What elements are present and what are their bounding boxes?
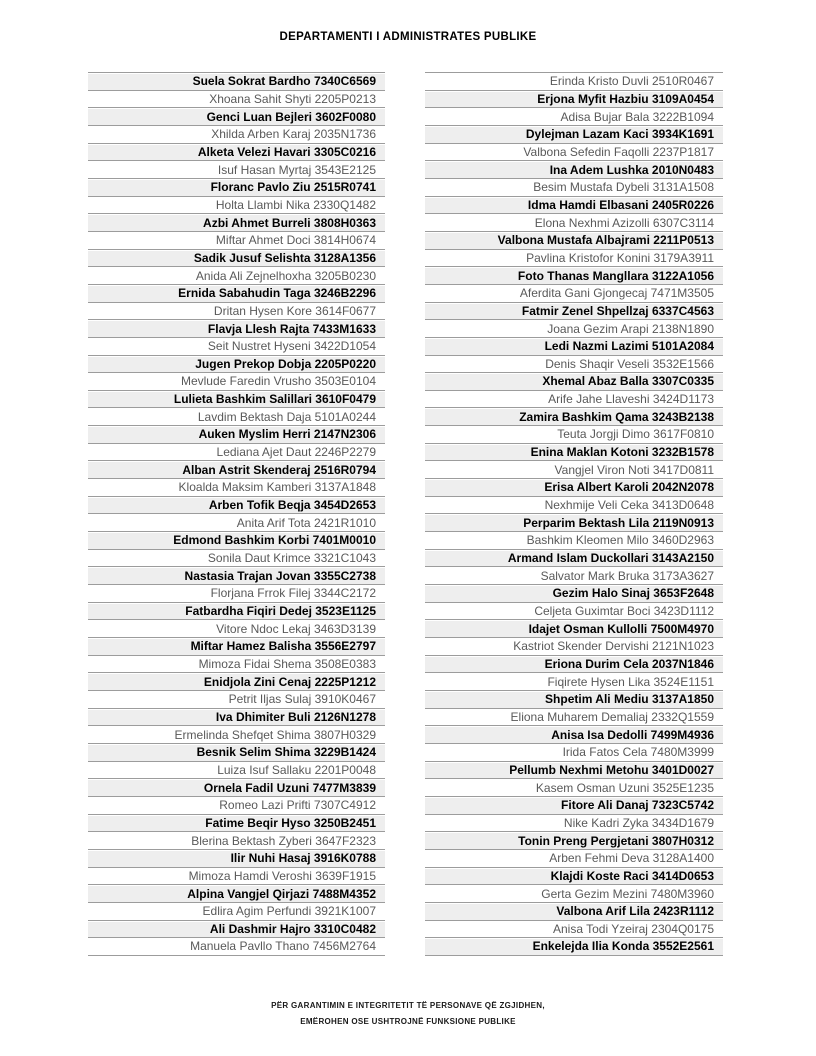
list-item: Enidjola Zini Cenaj 2225P1212: [88, 672, 385, 690]
list-item: Romeo Lazi Prifti 7307C4912: [88, 796, 385, 814]
name-list-right: [425, 72, 723, 956]
list-item: Fatbardha Fiqiri Dedej 3523E1125: [88, 602, 385, 620]
footer-note: [0, 998, 816, 1030]
list-item: Enkelejda Ilia Konda 3552E2561: [425, 937, 723, 955]
list-item: Flavja Llesh Rajta 7433M1633: [88, 319, 385, 337]
list-item: Ermelinda Shefqet Shima 3807H0329: [88, 725, 385, 743]
list-item: Dritan Hysen Kore 3614F0677: [88, 302, 385, 320]
list-item: Tonin Preng Pergjetani 3807H0312: [425, 831, 723, 849]
list-item: Miftar Ahmet Doci 3814H0674: [88, 231, 385, 249]
list-item: Nexhmije Veli Ceka 3413D0648: [425, 496, 723, 514]
list-item: Celjeta Guximtar Boci 3423D1112: [425, 602, 723, 620]
list-item: Vitore Ndoc Lekaj 3463D3139: [88, 619, 385, 637]
name-list-left: [88, 72, 385, 956]
list-item: Eriona Durim Cela 2037N1846: [425, 655, 723, 673]
list-item: Erjona Myfit Hazbiu 3109A0454: [425, 90, 723, 108]
list-item: Jugen Prekop Dobja 2205P0220: [88, 355, 385, 373]
list-item: Holta Llambi Nika 2330Q1482: [88, 196, 385, 214]
list-item: Xhemal Abaz Balla 3307C0335: [425, 372, 723, 390]
list-item: Ina Adem Lushka 2010N0483: [425, 160, 723, 178]
list-item: Alban Astrit Skenderaj 2516R0794: [88, 460, 385, 478]
list-item: Valbona Mustafa Albajrami 2211P0513: [425, 231, 723, 249]
list-item: Dylejman Lazam Kaci 3934K1691: [425, 125, 723, 143]
list-item: Nike Kadri Zyka 3434D1679: [425, 814, 723, 832]
list-item: Ernida Sabahudin Taga 3246B2296: [88, 284, 385, 302]
list-item: Xhoana Sahit Shyti 2205P0213: [88, 90, 385, 108]
list-item: Shpetim Ali Mediu 3137A1850: [425, 690, 723, 708]
list-item: Mimoza Hamdi Veroshi 3639F1915: [88, 867, 385, 885]
list-item: Iva Dhimiter Buli 2126N1278: [88, 708, 385, 726]
list-item: Fatmir Zenel Shpellzaj 6337C4563: [425, 302, 723, 320]
list-item: Erinda Kristo Duvli 2510R0467: [425, 72, 723, 90]
list-item: Elona Nexhmi Azizolli 6307C3114: [425, 213, 723, 231]
list-item: Anida Ali Zejnelhoxha 3205B0230: [88, 266, 385, 284]
list-item: Irida Fatos Cela 7480M3999: [425, 743, 723, 761]
page-title: DEPARTAMENTI I ADMINISTRATES PUBLIKE: [279, 31, 537, 43]
list-item: Ali Dashmir Hajro 3310C0482: [88, 920, 385, 938]
list-item: Fitore Ali Danaj 7323C5742: [425, 796, 723, 814]
list-item: Aferdita Gani Gjongecaj 7471M3505: [425, 284, 723, 302]
list-item: Bashkim Kleomen Milo 3460D2963: [425, 531, 723, 549]
list-item: Petrit Iljas Sulaj 3910K0467: [88, 690, 385, 708]
list-item: Anisa Isa Dedolli 7499M4936: [425, 725, 723, 743]
list-item: Kasem Osman Uzuni 3525E1235: [425, 778, 723, 796]
list-item: Armand Islam Duckollari 3143A2150: [425, 549, 723, 567]
list-item: Edmond Bashkim Korbi 7401M0010: [88, 531, 385, 549]
list-item: Erisa Albert Karoli 2042N2078: [425, 478, 723, 496]
list-item: Enina Maklan Kotoni 3232B1578: [425, 443, 723, 461]
list-item: Perparim Bektash Lila 2119N0913: [425, 513, 723, 531]
list-item: Joana Gezim Arapi 2138N1890: [425, 319, 723, 337]
list-item: Besim Mustafa Dybeli 3131A1508: [425, 178, 723, 196]
list-item: Floranc Pavlo Ziu 2515R0741: [88, 178, 385, 196]
list-item: Idajet Osman Kullolli 7500M4970: [425, 619, 723, 637]
list-item: Alpina Vangjel Qirjazi 7488M4352: [88, 884, 385, 902]
list-item: Arife Jahe Llaveshi 3424D1173: [425, 390, 723, 408]
list-item: Isuf Hasan Myrtaj 3543E2125: [88, 160, 385, 178]
list-item: Azbi Ahmet Burreli 3808H0363: [88, 213, 385, 231]
list-item: Fiqirete Hysen Lika 3524E1151: [425, 672, 723, 690]
list-item: Arben Tofik Beqja 3454D2653: [88, 496, 385, 514]
list-item: Arben Fehmi Deva 3128A1400: [425, 849, 723, 867]
list-item: Fatime Beqir Hyso 3250B2451: [88, 814, 385, 832]
list-item: Denis Shaqir Veseli 3532E1566: [425, 355, 723, 373]
footer-line-2: EMËROHEN OSE USHTROJNË FUNKSIONE PUBLIKE: [300, 1017, 516, 1026]
list-item: Manuela Pavllo Thano 7456M2764: [88, 937, 385, 955]
list-item: Foto Thanas Mangllara 3122A1056: [425, 266, 723, 284]
list-item: Lavdim Bektash Daja 5101A0244: [88, 407, 385, 425]
list-item: Zamira Bashkim Qama 3243B2138: [425, 407, 723, 425]
list-item: Teuta Jorgji Dimo 3617F0810: [425, 425, 723, 443]
list-item: Miftar Hamez Balisha 3556E2797: [88, 637, 385, 655]
list-item: Ledi Nazmi Lazimi 5101A2084: [425, 337, 723, 355]
list-item: Anisa Todi Yzeiraj 2304Q0175: [425, 920, 723, 938]
list-item: Florjana Frrok Filej 3344C2172: [88, 584, 385, 602]
list-item: Sadik Jusuf Selishta 3128A1356: [88, 249, 385, 267]
list-item: Kloalda Maksim Kamberi 3137A1848: [88, 478, 385, 496]
list-item: Xhilda Arben Karaj 2035N1736: [88, 125, 385, 143]
list-item: Kastriot Skender Dervishi 2121N1023: [425, 637, 723, 655]
list-item: Salvator Mark Bruka 3173A3627: [425, 566, 723, 584]
list-item: Blerina Bektash Zyberi 3647F2323: [88, 831, 385, 849]
list-item: Idma Hamdi Elbasani 2405R0226: [425, 196, 723, 214]
list-item: Sonila Daut Krimce 3321C1043: [88, 549, 385, 567]
list-item: Gezim Halo Sinaj 3653F2648: [425, 584, 723, 602]
list-item: Adisa Bujar Bala 3222B1094: [425, 107, 723, 125]
list-item: Mevlude Faredin Vrusho 3503E0104: [88, 372, 385, 390]
list-item: Valbona Sefedin Faqolli 2237P1817: [425, 143, 723, 161]
list-item: Pavlina Kristofor Konini 3179A3911: [425, 249, 723, 267]
list-item: Pellumb Nexhmi Metohu 3401D0027: [425, 761, 723, 779]
list-item: Auken Myslim Herri 2147N2306: [88, 425, 385, 443]
list-item: Gerta Gezim Mezini 7480M3960: [425, 884, 723, 902]
list-item: Anita Arif Tota 2421R1010: [88, 513, 385, 531]
list-item: Ilir Nuhi Hasaj 3916K0788: [88, 849, 385, 867]
list-item: Mimoza Fidai Shema 3508E0383: [88, 655, 385, 673]
list-item: Seit Nustret Hyseni 3422D1054: [88, 337, 385, 355]
list-item: Lulieta Bashkim Salillari 3610F0479: [88, 390, 385, 408]
list-item: Klajdi Koste Raci 3414D0653: [425, 867, 723, 885]
list-item: Suela Sokrat Bardho 7340C6569: [88, 72, 385, 90]
list-item: Vangjel Viron Noti 3417D0811: [425, 460, 723, 478]
list-item: Ornela Fadil Uzuni 7477M3839: [88, 778, 385, 796]
list-item: Edlira Agim Perfundi 3921K1007: [88, 902, 385, 920]
list-item: Alketa Velezi Havari 3305C0216: [88, 143, 385, 161]
footer-line-1: PËR GARANTIMIN E INTEGRITETIT TË PERSONAVE QË ZGJIDHEN,: [271, 1001, 545, 1010]
list-item: Besnik Selim Shima 3229B1424: [88, 743, 385, 761]
list-item: Lediana Ajet Daut 2246P2279: [88, 443, 385, 461]
list-item: Luiza Isuf Sallaku 2201P0048: [88, 761, 385, 779]
list-item: Nastasia Trajan Jovan 3355C2738: [88, 566, 385, 584]
list-item: Genci Luan Bejleri 3602F0080: [88, 107, 385, 125]
list-item: Valbona Arif Lila 2423R1112: [425, 902, 723, 920]
list-item: Eliona Muharem Demaliaj 2332Q1559: [425, 708, 723, 726]
